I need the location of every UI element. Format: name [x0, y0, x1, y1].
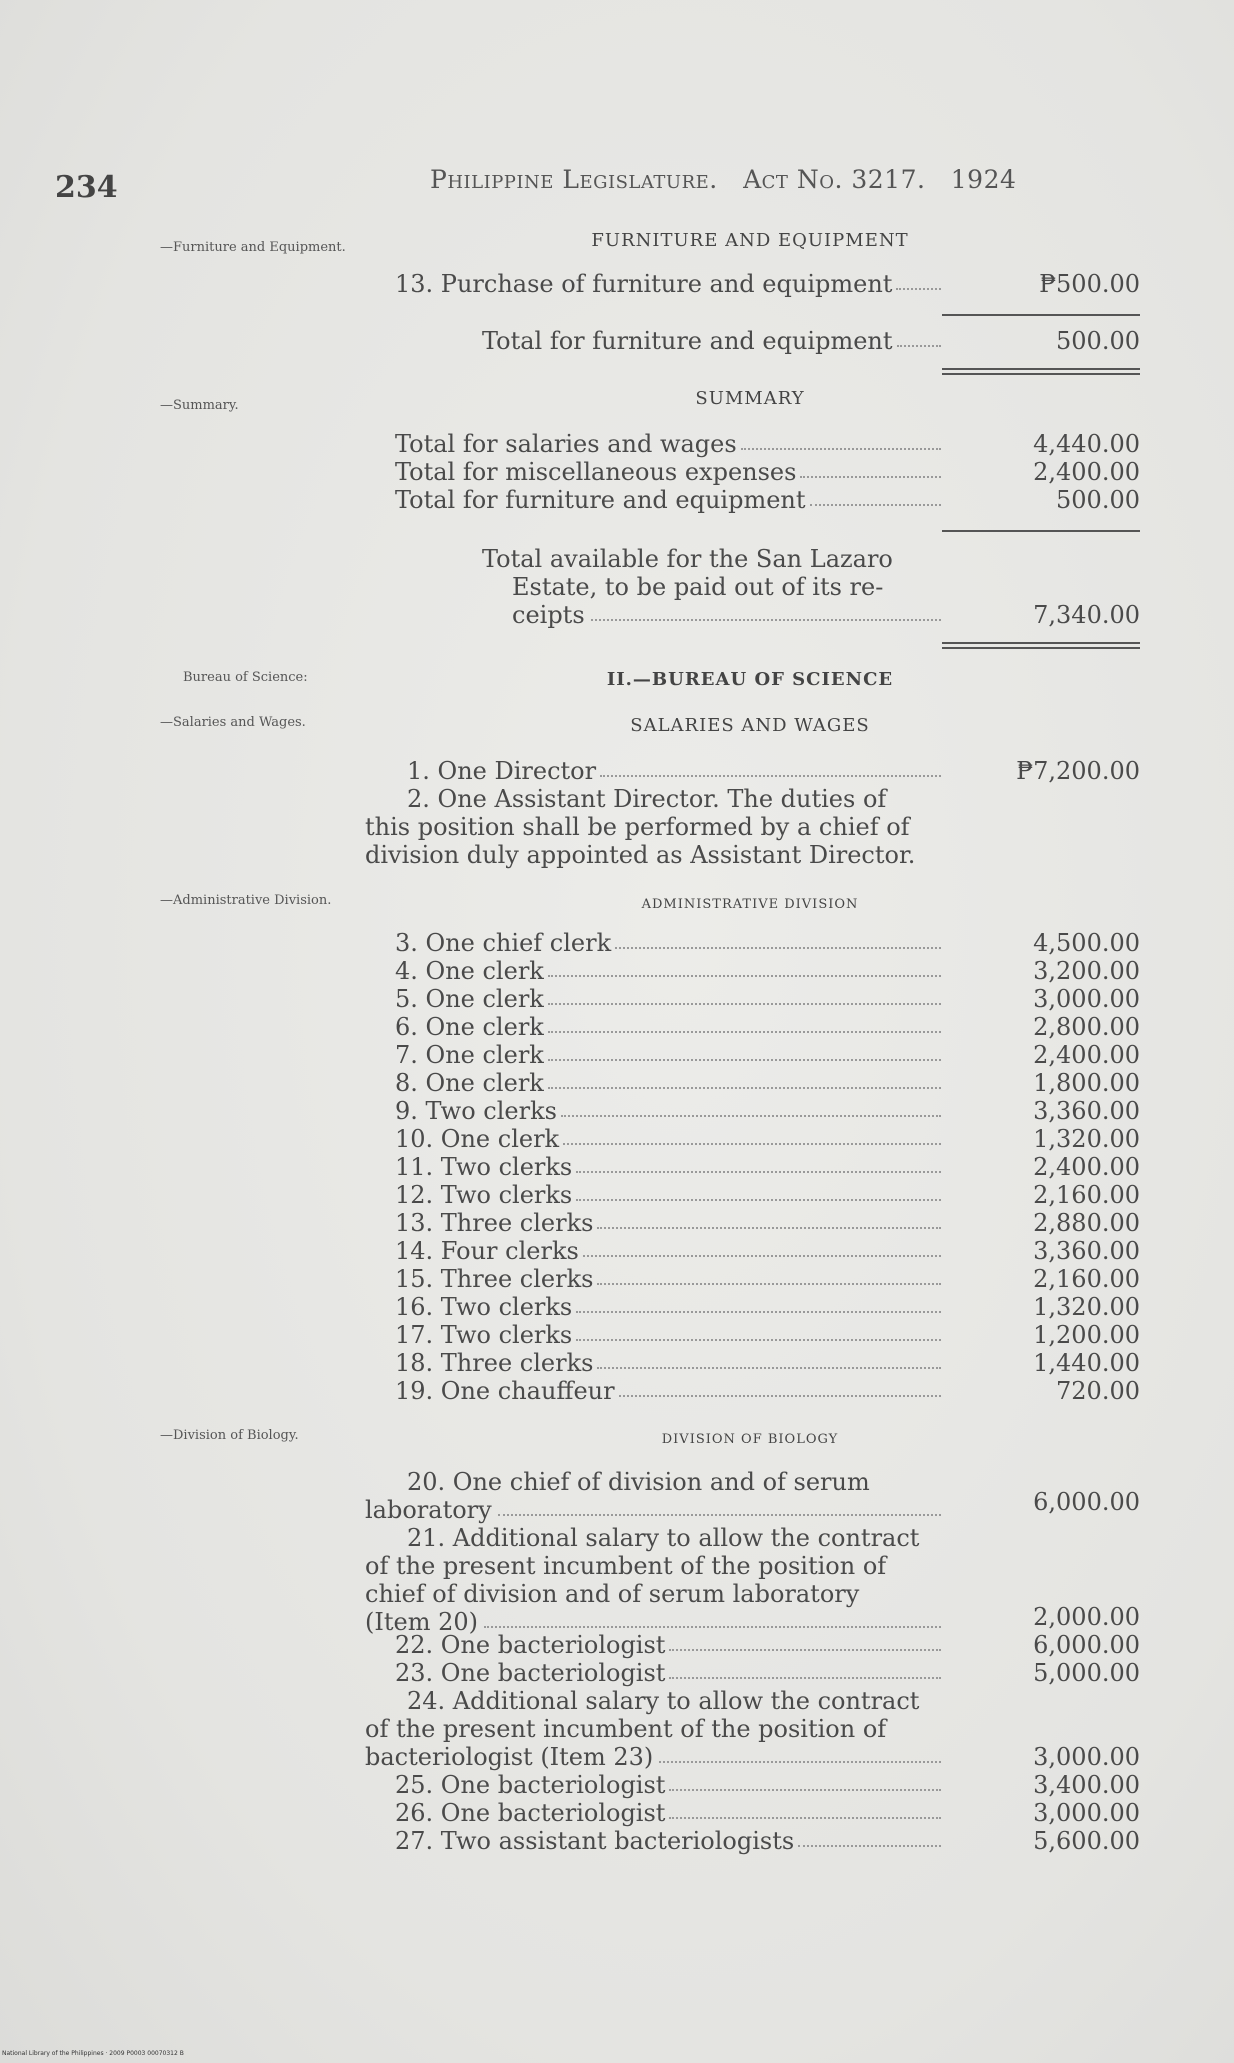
- text-line: [365, 1743, 945, 1771]
- summary-total-block: [482, 545, 945, 629]
- row-label: 9. Two clerks: [395, 1097, 557, 1125]
- header-year: 1924: [950, 165, 1017, 194]
- row-amount: 5,000.00: [1033, 1659, 1140, 1687]
- text-line: Total available for the San Lazaro: [482, 545, 893, 573]
- row-label: (Item 20): [365, 1608, 478, 1636]
- row-amount: 4,500.00: [1033, 929, 1140, 957]
- row-amount: 2,800.00: [1033, 1013, 1140, 1041]
- furniture-total-row: [482, 327, 945, 355]
- row-label: bacteriologist (Item 23): [365, 1743, 654, 1771]
- footer-credit: National Library of the Philippines · 2009 P0003 00070312 B: [2, 2050, 184, 2057]
- page-number: 234: [55, 170, 118, 205]
- row-label: Total for furniture and equipment: [482, 327, 893, 355]
- biology-item-21: [365, 1524, 945, 1636]
- text-line: 21. Additional salary to allow the contract: [407, 1524, 920, 1552]
- salary-row: [395, 1097, 945, 1125]
- row-amount: 2,160.00: [1033, 1181, 1140, 1209]
- row-amount: 3,400.00: [1033, 1771, 1140, 1799]
- row-amount: 1,800.00: [1033, 1069, 1140, 1097]
- row-label: 14. Four clerks: [395, 1237, 579, 1265]
- row-label: 13. Three clerks: [395, 1209, 594, 1237]
- row-amount: 2,880.00: [1033, 1209, 1140, 1237]
- text-line: division duly appointed as Assistant Director.: [365, 841, 916, 869]
- summary-total-amount: 7,340.00: [1033, 601, 1140, 629]
- salary-row: [395, 1799, 945, 1827]
- row-label: 22. One bacteriologist: [395, 1631, 666, 1659]
- text-line: 24. Additional salary to allow the contract: [407, 1687, 920, 1715]
- salary-row: [395, 1209, 945, 1237]
- row-amount: 2,000.00: [1033, 1603, 1140, 1631]
- text-line: this position shall be performed by a chief of: [365, 813, 910, 841]
- row-amount: 3,000.00: [1033, 985, 1140, 1013]
- row-label: Total for miscellaneous expenses: [395, 458, 797, 486]
- row-amount: 1,320.00: [1033, 1293, 1140, 1321]
- row-amount: ₱500.00: [1039, 270, 1140, 298]
- row-amount: 2,160.00: [1033, 1265, 1140, 1293]
- text-line: of the present incumbent of the position of: [365, 1552, 887, 1580]
- salary-row: [407, 757, 945, 785]
- row-label: 15. Three clerks: [395, 1265, 594, 1293]
- section-heading-admin: ADMINISTRATIVE DIVISION: [641, 897, 859, 912]
- margin-note-furniture: —Furniture and Equipment.: [160, 240, 346, 255]
- row-label: 12. Two clerks: [395, 1181, 573, 1209]
- row-amount: 500.00: [1056, 327, 1140, 355]
- row-label: 27. Two assistant bacteriologists: [395, 1827, 795, 1855]
- assistant-director-paragraph: [365, 785, 945, 869]
- salary-row: [395, 929, 945, 957]
- salary-row: [395, 1041, 945, 1069]
- row-label: ceipts: [512, 601, 585, 629]
- row-label: 26. One bacteriologist: [395, 1799, 666, 1827]
- salary-row: [395, 1349, 945, 1377]
- margin-note-salaries: —Salaries and Wages.: [160, 715, 306, 730]
- salary-row: [395, 1827, 945, 1855]
- row-label: 6. One clerk: [395, 1013, 544, 1041]
- summary-row: [395, 458, 945, 486]
- summary-row: [395, 486, 945, 514]
- biology-item-20: [365, 1468, 945, 1524]
- margin-note-admin: —Administrative Division.: [160, 893, 332, 908]
- row-label: 25. One bacteriologist: [395, 1771, 666, 1799]
- row-label: 11. Two clerks: [395, 1153, 573, 1181]
- row-amount: 6,000.00: [1033, 1631, 1140, 1659]
- row-amount: 3,000.00: [1033, 1743, 1140, 1771]
- salary-row: [395, 1069, 945, 1097]
- text-line: of the present incumbent of the position of: [365, 1715, 887, 1743]
- subtotal-rule: [942, 314, 1140, 316]
- row-label: 10. One clerk: [395, 1125, 560, 1153]
- salary-row: [395, 1771, 945, 1799]
- salary-row: [395, 1237, 945, 1265]
- salary-row: [395, 1321, 945, 1349]
- margin-note-bureau: Bureau of Science:: [183, 670, 308, 685]
- section-heading-salaries: SALARIES AND WAGES: [630, 715, 870, 736]
- salary-row: [395, 1659, 945, 1687]
- row-amount: 720.00: [1056, 1377, 1140, 1405]
- section-heading-bureau: II.—BUREAU OF SCIENCE: [606, 669, 894, 690]
- row-amount: 2,400.00: [1033, 458, 1140, 486]
- running-header: [430, 165, 1016, 194]
- row-amount: 3,000.00: [1033, 1799, 1140, 1827]
- row-label: 3. One chief clerk: [395, 929, 612, 957]
- header-title: Philippine Legislature.: [430, 165, 718, 194]
- section-heading-biology: DIVISION OF BIOLOGY: [661, 1432, 839, 1447]
- row-amount: 3,200.00: [1033, 957, 1140, 985]
- subtotal-rule: [942, 530, 1140, 532]
- text-line: [482, 601, 945, 629]
- row-label: 23. One bacteriologist: [395, 1659, 666, 1687]
- row-label: 13. Purchase of furniture and equipment: [395, 270, 893, 298]
- row-label: 8. One clerk: [395, 1069, 544, 1097]
- row-label: Total for salaries and wages: [395, 430, 737, 458]
- row-label: laboratory: [365, 1496, 492, 1524]
- row-amount: 2,400.00: [1033, 1041, 1140, 1069]
- furniture-item-row: [395, 270, 945, 298]
- text-line: Estate, to be paid out of its re-: [512, 573, 884, 601]
- row-amount: 3,360.00: [1033, 1237, 1140, 1265]
- total-double-rule: [942, 368, 1140, 375]
- row-amount: 5,600.00: [1033, 1827, 1140, 1855]
- salary-row: [395, 985, 945, 1013]
- row-amount: 4,440.00: [1033, 430, 1140, 458]
- salary-row: [395, 957, 945, 985]
- text-line: chief of division and of serum laboratory: [365, 1580, 860, 1608]
- row-amount: 6,000.00: [1033, 1488, 1140, 1516]
- salary-row: [395, 1631, 945, 1659]
- salary-row: [395, 1293, 945, 1321]
- row-label: 7. One clerk: [395, 1041, 544, 1069]
- header-act: Act No. 3217.: [743, 165, 926, 194]
- section-heading-summary: SUMMARY: [695, 388, 805, 409]
- row-label: 16. Two clerks: [395, 1293, 573, 1321]
- margin-note-summary: —Summary.: [160, 398, 239, 413]
- row-label: 18. Three clerks: [395, 1349, 594, 1377]
- row-amount: 1,440.00: [1033, 1349, 1140, 1377]
- row-label: 17. Two clerks: [395, 1321, 573, 1349]
- salary-row: [395, 1181, 945, 1209]
- section-heading-furniture: FURNITURE AND EQUIPMENT: [591, 230, 909, 251]
- row-label: 1. One Director: [407, 757, 597, 785]
- salary-row: [395, 1377, 945, 1405]
- row-label: 19. One chauffeur: [395, 1377, 615, 1405]
- row-label: 5. One clerk: [395, 985, 544, 1013]
- summary-row: [395, 430, 945, 458]
- row-label: 4. One clerk: [395, 957, 544, 985]
- row-amount: 3,360.00: [1033, 1097, 1140, 1125]
- salary-row: [395, 1125, 945, 1153]
- text-line: 20. One chief of division and of serum: [407, 1468, 870, 1496]
- text-line: [365, 1496, 945, 1524]
- row-label: Total for furniture and equipment: [395, 486, 806, 514]
- row-amount: 1,320.00: [1033, 1125, 1140, 1153]
- biology-item-24: [365, 1687, 945, 1771]
- row-amount: 2,400.00: [1033, 1153, 1140, 1181]
- salary-row: [395, 1265, 945, 1293]
- salary-row: [395, 1013, 945, 1041]
- text-line: 2. One Assistant Director. The duties of: [407, 785, 887, 813]
- row-amount: 1,200.00: [1033, 1321, 1140, 1349]
- total-double-rule: [942, 642, 1140, 649]
- salary-row: [395, 1153, 945, 1181]
- row-amount: ₱7,200.00: [1016, 757, 1140, 785]
- margin-note-biology: —Division of Biology.: [160, 1428, 299, 1443]
- row-amount: 500.00: [1056, 486, 1140, 514]
